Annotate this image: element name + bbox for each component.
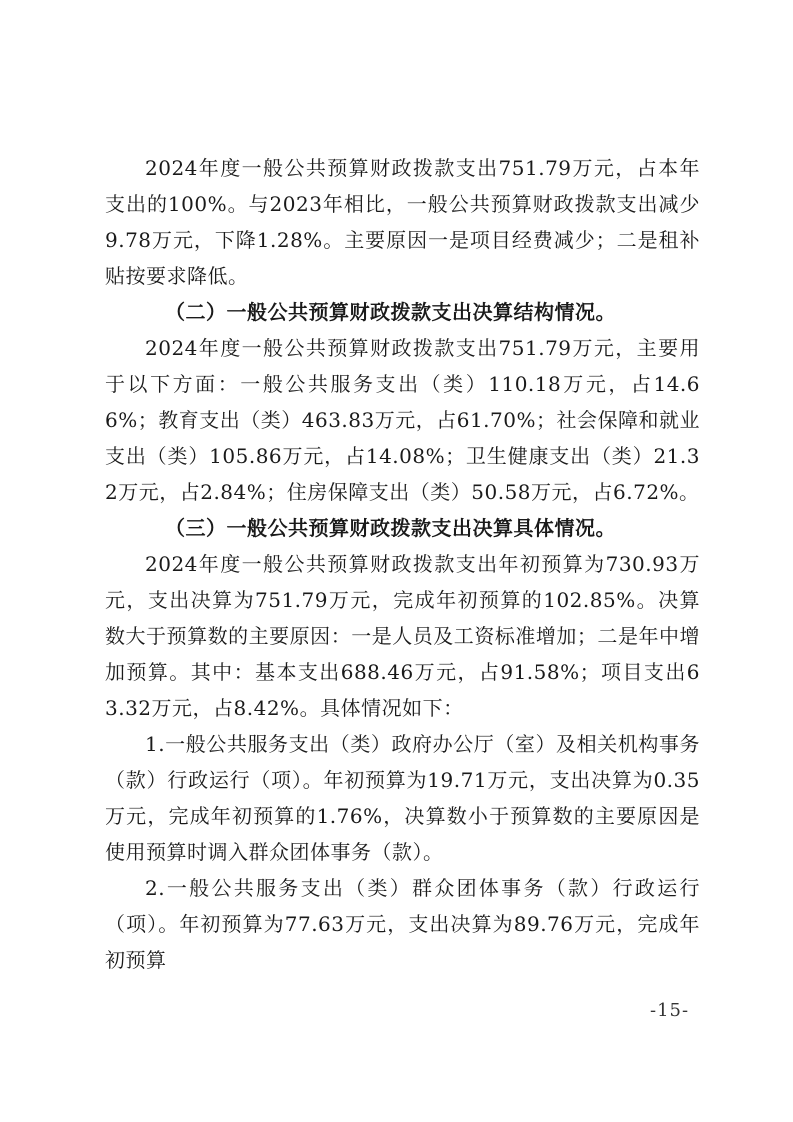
paragraph-item-1: 1.一般公共服务支出（类）政府办公厅（室）及相关机构事务（款）行政运行（项）。年初预算为19.71万元，支出决算为0.35万元，完成年初预算的1.76%，决算数小于预算数的主要原因是使用预算时调入群众团体事务（款）。 (105, 732, 700, 864)
section-heading-structure: （二）一般公共预算财政拨款支出决算结构情况。 (165, 300, 616, 324)
paragraph-expenditure-summary: 2024年度一般公共预算财政拨款支出751.79万元，占本年支出的100%。与2023年相比，一般公共预算财政拨款支出减少9.78万元，下降1.28%。主要原因一是项目经费减少；二是租补贴按要求降低。 (105, 156, 700, 288)
paragraph-expenditure-structure: 2024年度一般公共预算财政拨款支出751.79万元，主要用于以下方面：一般公共服务支出（类）110.18万元，占14.66%；教育支出（类）463.83万元，占61.70%；社会保障和就业支出（类）105.86万元，占14.08%；卫生健康支出（类）21.32万元，占2.84%；住房保障支出（类）50.58万元，占6.72%。 (105, 336, 700, 504)
section-heading-details: （三）一般公共预算财政拨款支出决算具体情况。 (165, 516, 616, 540)
paragraph-item-2: 2.一般公共服务支出（类）群众团体事务（款）行政运行（项）。年初预算为77.63万元，支出决算为89.76万元，完成年初预算 (105, 876, 700, 972)
document-body (105, 150, 700, 978)
page-number: -15- (650, 1000, 690, 1021)
paragraph-budget-details: 2024年度一般公共预算财政拨款支出年初预算为730.93万元，支出决算为751.79万元，完成年初预算的102.85%。决算数大于预算数的主要原因：一是人员及工资标准增加；二是年中增加预算。其中：基本支出688.46万元，占91.58%；项目支出63.32万元，占8.42%。具体情况如下： (105, 552, 700, 720)
